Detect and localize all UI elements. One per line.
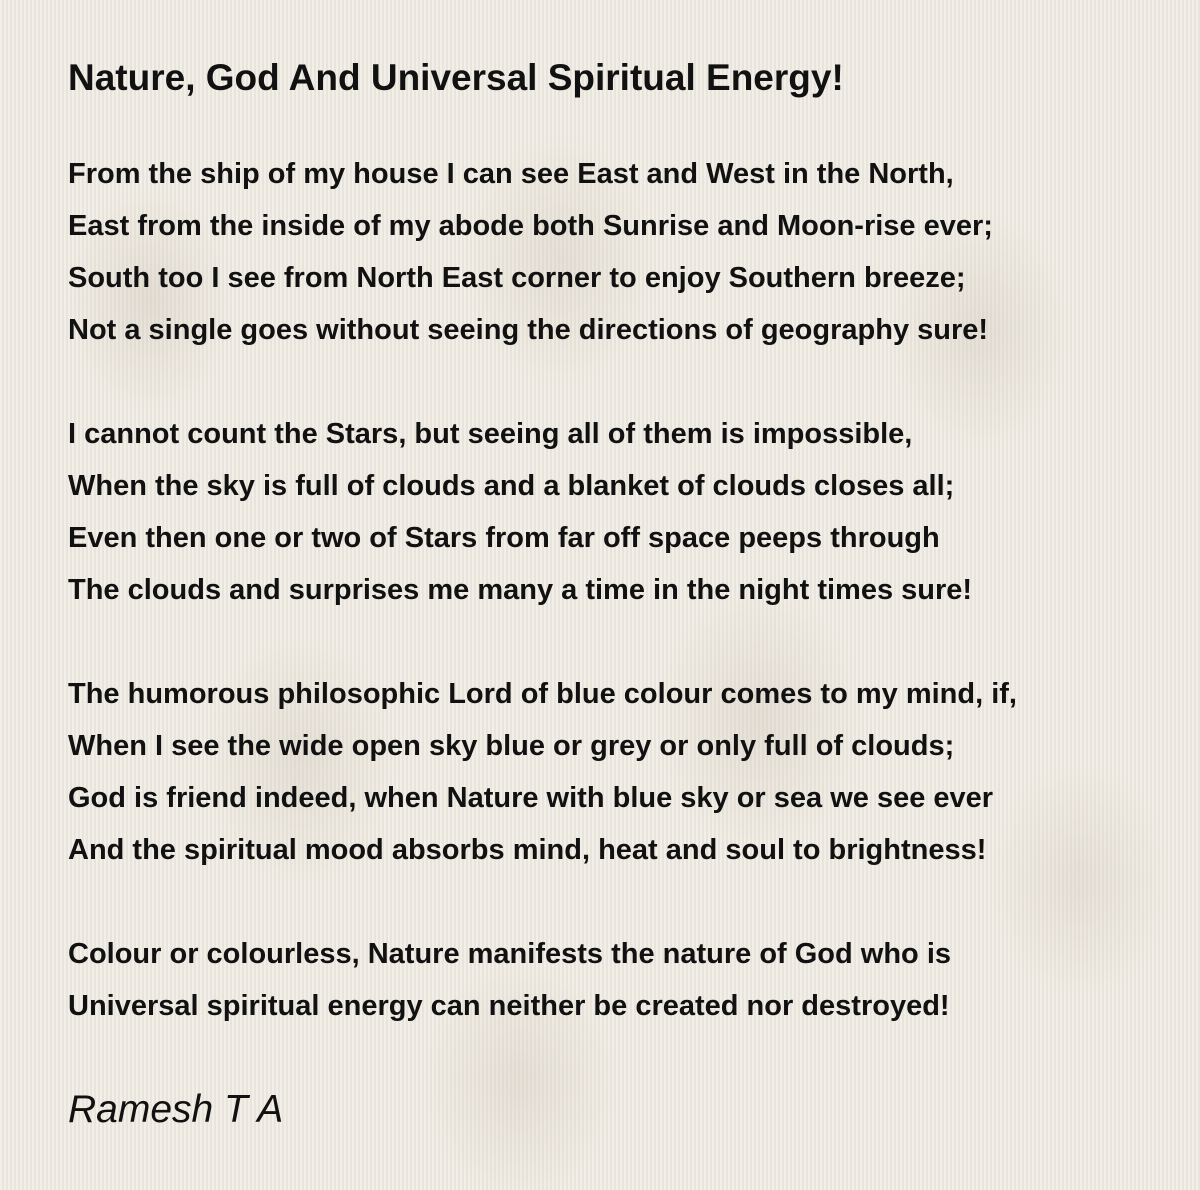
poem-line: The humorous philosophic Lord of blue colour comes to my mind, if, — [68, 678, 1017, 710]
poem-line: I cannot count the Stars, but seeing all of them is impossible, — [68, 418, 913, 450]
poem-author: Ramesh T A — [68, 1088, 284, 1131]
poem-line: God is friend indeed, when Nature with blue sky or sea we see ever — [68, 782, 994, 814]
poem-line: East from the inside of my abode both Sunrise and Moon-rise ever; — [68, 210, 993, 242]
poem-body — [68, 148, 1178, 1032]
poem-line: South too I see from North East corner to enjoy Southern breeze; — [68, 262, 966, 294]
poem-line: Not a single goes without seeing the directions of geography sure! — [68, 314, 989, 346]
poem-line: Universal spiritual energy can neither be created nor destroyed! — [68, 990, 950, 1022]
poem-line: The clouds and surprises me many a time in the night times sure! — [68, 574, 973, 606]
poem-title: Nature, God And Universal Spiritual Energy! — [68, 57, 844, 98]
stanza — [68, 408, 1178, 616]
stanza — [68, 148, 1178, 356]
poem-line: Even then one or two of Stars from far off space peeps through — [68, 522, 940, 554]
poem-line: From the ship of my house I can see East and West in the North, — [68, 158, 954, 190]
poem-line: When the sky is full of clouds and a blanket of clouds closes all; — [68, 470, 955, 502]
stanza — [68, 928, 1178, 1032]
poem-line: Colour or colourless, Nature manifests the nature of God who is — [68, 938, 952, 970]
stanza — [68, 668, 1178, 876]
poem-line: And the spiritual mood absorbs mind, heat and soul to brightness! — [68, 834, 987, 866]
poem-card — [68, 54, 1178, 1135]
poem-line: When I see the wide open sky blue or grey or only full of clouds; — [68, 730, 955, 762]
